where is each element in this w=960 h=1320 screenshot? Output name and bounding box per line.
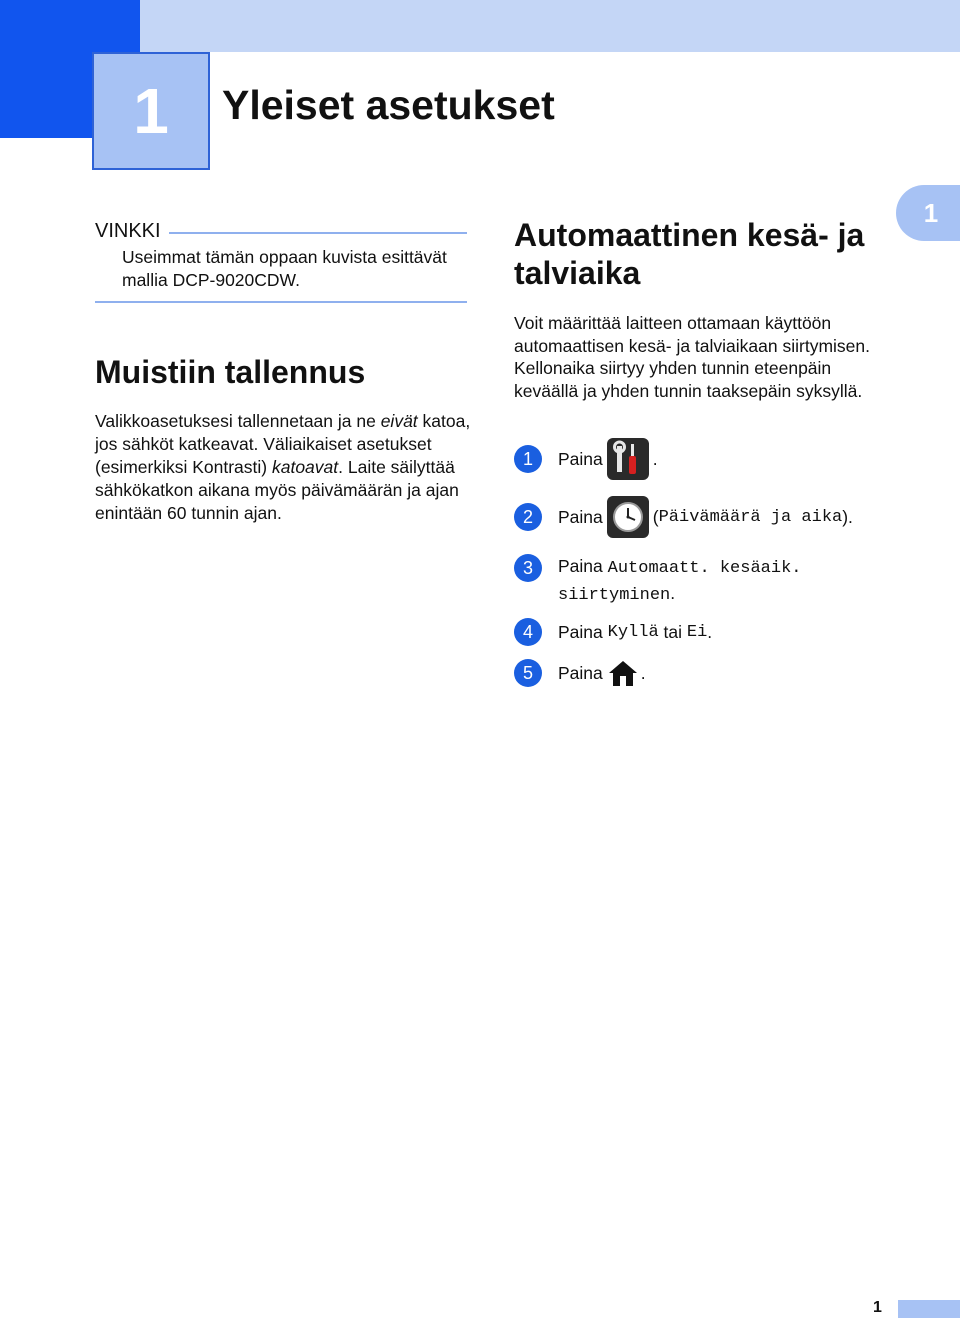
note-title: VINKKI: [95, 220, 161, 242]
step-number: 2: [514, 503, 542, 531]
clock-icon[interactable]: [607, 496, 649, 538]
dst-heading: Automaattinen kesä- ja talviaika: [514, 217, 865, 291]
step-suffix: .: [707, 621, 713, 642]
step-4: [514, 618, 712, 646]
home-icon[interactable]: [607, 658, 639, 688]
step-5: [514, 658, 646, 688]
dst-intro: Voit määrittää laitteen ottamaan käyttöön automaattisen kesä- ja talviaikaan siirtymisen. Kellonaika siirtyy yhden tunnin eteenpäin keväällä ja yhden tunnin taaksepäin syksyllä.: [514, 313, 870, 401]
step-1: [514, 438, 658, 480]
option-yes: Kyllä: [607, 622, 659, 642]
step-number: 4: [514, 618, 542, 646]
option-no: Ei: [686, 622, 708, 642]
settings-tools-icon[interactable]: [607, 438, 649, 480]
step-label: Paina: [558, 621, 603, 642]
note-text: Useimmat tämän oppaan kuvista esittävät mallia DCP-9020CDW.: [122, 247, 447, 290]
memory-text-2: katoa, jos sähköt katkeavat. Väliaikaiset asetukset (esimerkiksi Kontrasti): [95, 411, 471, 477]
note-box: [95, 220, 467, 292]
footer-bar: [898, 1300, 960, 1318]
step-label: Paina: [558, 448, 603, 469]
step-label: Paina: [558, 556, 603, 576]
note-header: [95, 220, 467, 243]
step-suffix: .: [640, 662, 646, 683]
step-suffix: .: [652, 448, 658, 469]
chapter-title: Yleiset asetukset: [222, 82, 555, 128]
step-number: 3: [514, 554, 542, 582]
step-label: Paina: [558, 662, 603, 683]
note-bottom-rule: [95, 301, 467, 303]
memory-text-1: Valikkoasetuksesi tallennetaan ja ne: [95, 411, 381, 431]
page-number: 1: [873, 1299, 882, 1316]
step-2: [514, 496, 853, 538]
memory-text-3: . Laite säilyttää sähkökatkon aikana myös päivämäärän ja ajan enintään 60 tunnin ajan.: [95, 457, 459, 523]
menu-option-auto-dst-cont: siirtyminen: [558, 586, 671, 605]
step-or: tai: [663, 621, 683, 642]
memory-emphasis-2: katoavat: [271, 457, 339, 477]
menu-option-auto-dst: Automaatt. kesäaik.: [607, 559, 802, 578]
note-rule: [169, 232, 467, 234]
header-band: [140, 0, 960, 52]
chapter-number: 1: [133, 75, 169, 147]
menu-option-date-time: Päivämäärä ja aika: [658, 507, 843, 527]
step-suffix: ).: [842, 506, 853, 527]
step-number: 5: [514, 659, 542, 687]
step-3-content: [558, 554, 801, 608]
step-3: [514, 554, 801, 608]
memory-paragraph: [95, 410, 475, 525]
side-chapter-tab: [896, 185, 960, 241]
side-tab-number: 1: [923, 197, 939, 228]
step-label: Paina: [558, 506, 603, 527]
step-paren-open: (: [652, 506, 659, 527]
memory-emphasis-1: eivät: [380, 411, 418, 431]
memory-heading: Muistiin tallennus: [95, 354, 366, 390]
chapter-number-box: [92, 52, 210, 170]
step-number: 1: [514, 445, 542, 473]
step-suffix: .: [670, 583, 676, 603]
